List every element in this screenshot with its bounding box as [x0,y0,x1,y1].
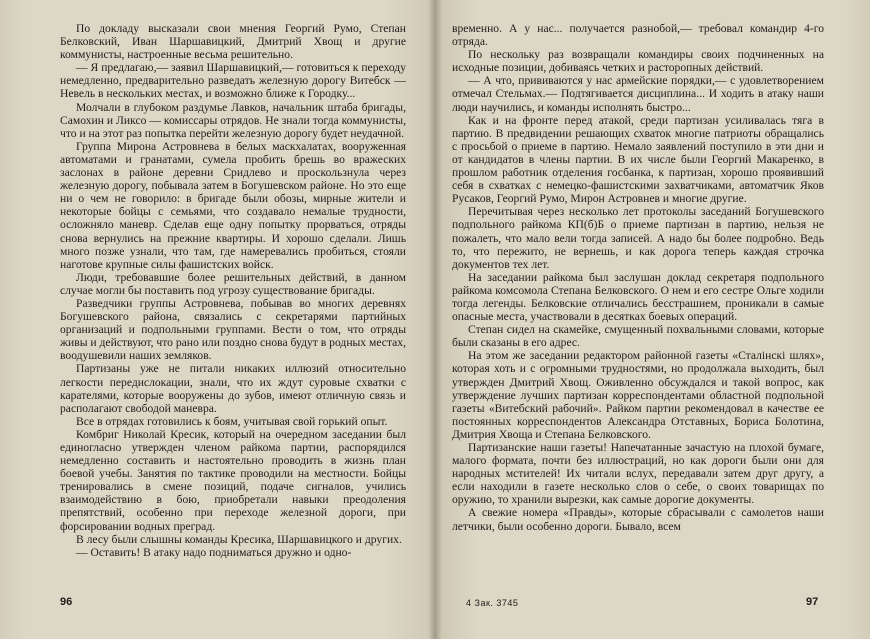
paragraph: Как и на фронте перед атакой, среди партизан усиливалась тяга в партию. В предвидении решающих схваток многие патриоты обращались с просьбой о приеме в партию. Немало заявлений поступило в эти дни и от кандидатов в члены партии. В их числе были Георгий Макаренко, в прошлом работник отделения госбанка, к партизан, хорошо проявивший себя в схватках с немецко-фашистскими захватчиками, автоматчик Яков Русаков, Георгий Румо, Мирон Астровнев и многие другие. [452,113,824,206]
page-number-left: 96 [60,596,73,608]
paragraph: Комбриг Николай Кресик, который на очередном заседании был единогласно утвержден членом райкома партии, распорядился немедленно составить и настоятельно проводить в жизнь план боевой учебы. Занятия по тактике проводили на местности. Бойцы тренировались в смене позиций, подаче сигналов, учились взаимодействию в бою, приобретали навыки преодоления препятствий, особенно при переходе железной дороги, при форсировании водных преград. [60,427,406,533]
paragraph: — Я предлагаю,— заявил Шаршавицкий,— готовиться к переходу немедленно, предварительно разведать железную дорогу Витебск — Невель в нескольких местах, и возможно ближе к Городку... [60,61,406,101]
left-page [0,0,434,639]
paragraph: А свежие номера «Правды», которые сбрасывали с самолетов наши летчики, были особенно дороги. Бывало, всем [452,506,824,533]
right-page-text [452,22,824,533]
paragraph: По докладу высказали свои мнения Георгий Румо, Степан Белковский, Иван Шаршавицкий, Дмитрий Хвощ и другие коммунисты, настроенные весьма решительно. [60,22,406,62]
book-gutter [428,0,442,639]
paragraph: Партизанские наши газеты! Напечатанные зачастую на плохой бумаге, малого формата, почти без иллюстраций, но как дороги были они для народных мстителей! Их читали вслух, передавали затем друг другу, а если находили в газете несколько слов о себе, о своих товарищах по оружию, то хранили вырезки, как самые дорогие документы. [452,441,824,507]
paragraph: Степан сидел на скамейке, смущенный похвальными словами, которые были сказаны в его адрес. [452,323,824,350]
left-page-text [60,22,406,559]
paragraph: На этом же заседании редактором районной газеты «Сталiнскi шлях», которая хоть и с огромными трудностями, но продолжала выходить, был утвержден Дмитрий Хвощ. Оживленно обсуждался и такой вопрос, как утверждение лучших партизан корреспондентами областной подпольной газеты «Витебский рабочий». Райком партии рекомендовал в качестве ее постоянных корреспондентов Александра Отставных, Бориса Болотина, Дмитрия Хвоща и Степана Белковского. [452,349,824,441]
paragraph: Группа Мирона Астровнева в белых маскхалатах, вооруженная автоматами и гранатами, сумела пробить брешь во вражеских заслонах в районе деревни Сридлево и проскользнула через железную дорогу, побывала затем в Богушевском районе. Но это еще ни о чем не говорило: в бригаде были обозы, мирные жители и некоторые бойцы с семьями, что создавало немалые трудности, осложняло маневр. Сделав еще одну попытку прорваться, отряды снова вернулись на прежние квартиры. И хорошо сделали. Лишь много позже узнали, что там, где намеревались пробиться, стояли наготове крупные силы фашистских войск. [60,139,406,271]
paragraph: Перечитывая через несколько лет протоколы заседаний Богушевского подпольного райкома КП(б)Б о приеме партизан в партию, нельзя не пожалеть, что мало вели тогда записей. А надо бы более подробно. Ведь то, что пережито, не вернешь, и как дорога теперь каждая строчка документов тех лет. [452,205,824,271]
right-page [434,0,870,639]
paragraph-continuation: временно. А у нас... получается разнобой,— требовал командир 4-го отряда. [452,22,824,49]
paragraph: В лесу были слышны команды Кресика, Шаршавицкого и других. [76,532,402,546]
paragraph: — А что, прививаются у нас армейские порядки,— с удовлетворением отмечал Стельмах.— Подтягивается дисциплина... И ходить в атаку наши люди научились, и команды исполнять быстро... [452,74,824,114]
paragraph: Молчали в глубоком раздумье Лавков, начальник штаба бригады, Самохин и Ликсо — комиссары отрядов. Не знали тогда коммунисты, что и на этот раз попытка перейти железную дорогу будет неудачной. [60,100,406,140]
paragraph: На заседании райкома был заслушан доклад секретаря подпольного райкома комсомола Степана Белковского. О нем и его сестре Ольге ходили тогда легенды. Белковские отличались бесстрашием, проникали в самые опасные места, участвовали в десятках боевых операций. [452,270,824,324]
paragraph: Партизаны уже не питали никаких иллюзий относительно легкости передислокации, знали, что их ждут суровые схватки с карателями, которые вооружены до зубов, имеют отличную связь и располагают свободой маневра. [60,362,406,415]
printer-signature: 4 Зак. 3745 [466,598,519,608]
paragraph: Разведчики группы Астровнева, побывав во многих деревнях Богушевского района, связались с секретарями партийных организаций и подпольными группами. Вести о том, что отряды живы и действуют, что рано или поздно снова будут в родных местах, воодушевили наших земляков. [60,296,406,363]
paragraph: Все в отрядах готовились к боям, учитывая свой горький опыт. [76,414,388,428]
paragraph: По нескольку раз возвращали командиры своих подчиненных на исходные позиции, добиваясь четких и расторопных действий. [452,48,824,75]
paragraph: Люди, требовавшие более решительных действий, в данном случае могли бы поставить под угрозу существование бригады. [60,270,406,297]
paragraph: — Оставить! В атаку надо подниматься дружно и одно- [76,545,352,559]
page-number-right: 97 [806,596,819,608]
